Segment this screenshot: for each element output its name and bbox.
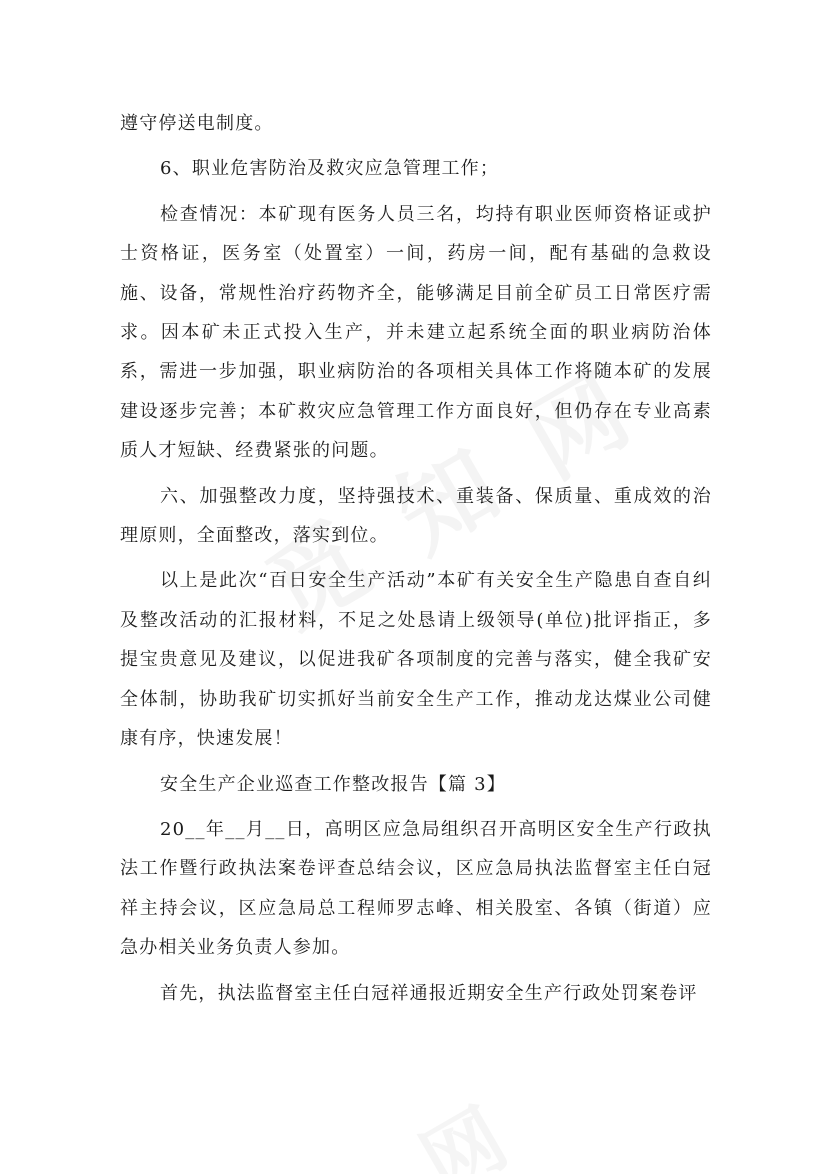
- document-body: [120, 104, 712, 1013]
- paragraph: 六、加强整改力度，坚持强技术、重装备、保质量、重成效的治理原则，全面整改，落实到位。: [120, 485, 712, 547]
- paragraph: 20__年__月__日，高明区应急局组织召开高明区安全生产行政执法工作暨行政执法案卷评查总结会议，区应急局执法监督室主任白冠祥主持会议，区应急局总工程师罗志峰、相关股室、各镇（街道）应急办相关业务负责人参加。: [120, 818, 712, 959]
- paragraph: 遵守停送电制度。: [120, 113, 274, 134]
- section-heading: 安全生产企业巡查工作整改报告【篇 3】: [160, 773, 506, 795]
- paragraph: 检查情况：本矿现有医务人员三名，均持有职业医师资格证或护士资格证，医务室（处置室）一间，药房一间，配有基础的急救设施、设备，常规性治疗药物齐全，能够满足目前全矿员工日常医疗需求。因本矿未正式投入生产，并未建立起系统全面的职业病防治体系，需进一步加强，职业病防治的各项相关具体工作将随本矿的发展建设逐步完善；本矿救灾应急管理工作方面良好，但仍存在专业高素质人才短缺、经费紧张的问题。: [120, 203, 712, 462]
- paragraph: 以上是此次“百日安全生产活动”本矿有关安全生产隐患自查自纠及整改活动的汇报材料，不足之处恳请上级领导(单位)批评指正，多提宝贵意见及建议，以促进我矿各项制度的完善与落实，健全我矿安全体制，协助我矿切实抓好当前安全生产工作，推动龙达煤业公司健康有序，快速发展！: [120, 570, 712, 750]
- watermark-secondary: [397, 986, 702, 1174]
- paragraph: 首先，执法监督室主任白冠祥通报近期安全生产行政处罚案卷评: [160, 982, 698, 1004]
- paragraph: 6、职业危害防治及救灾应急管理工作；: [160, 158, 500, 180]
